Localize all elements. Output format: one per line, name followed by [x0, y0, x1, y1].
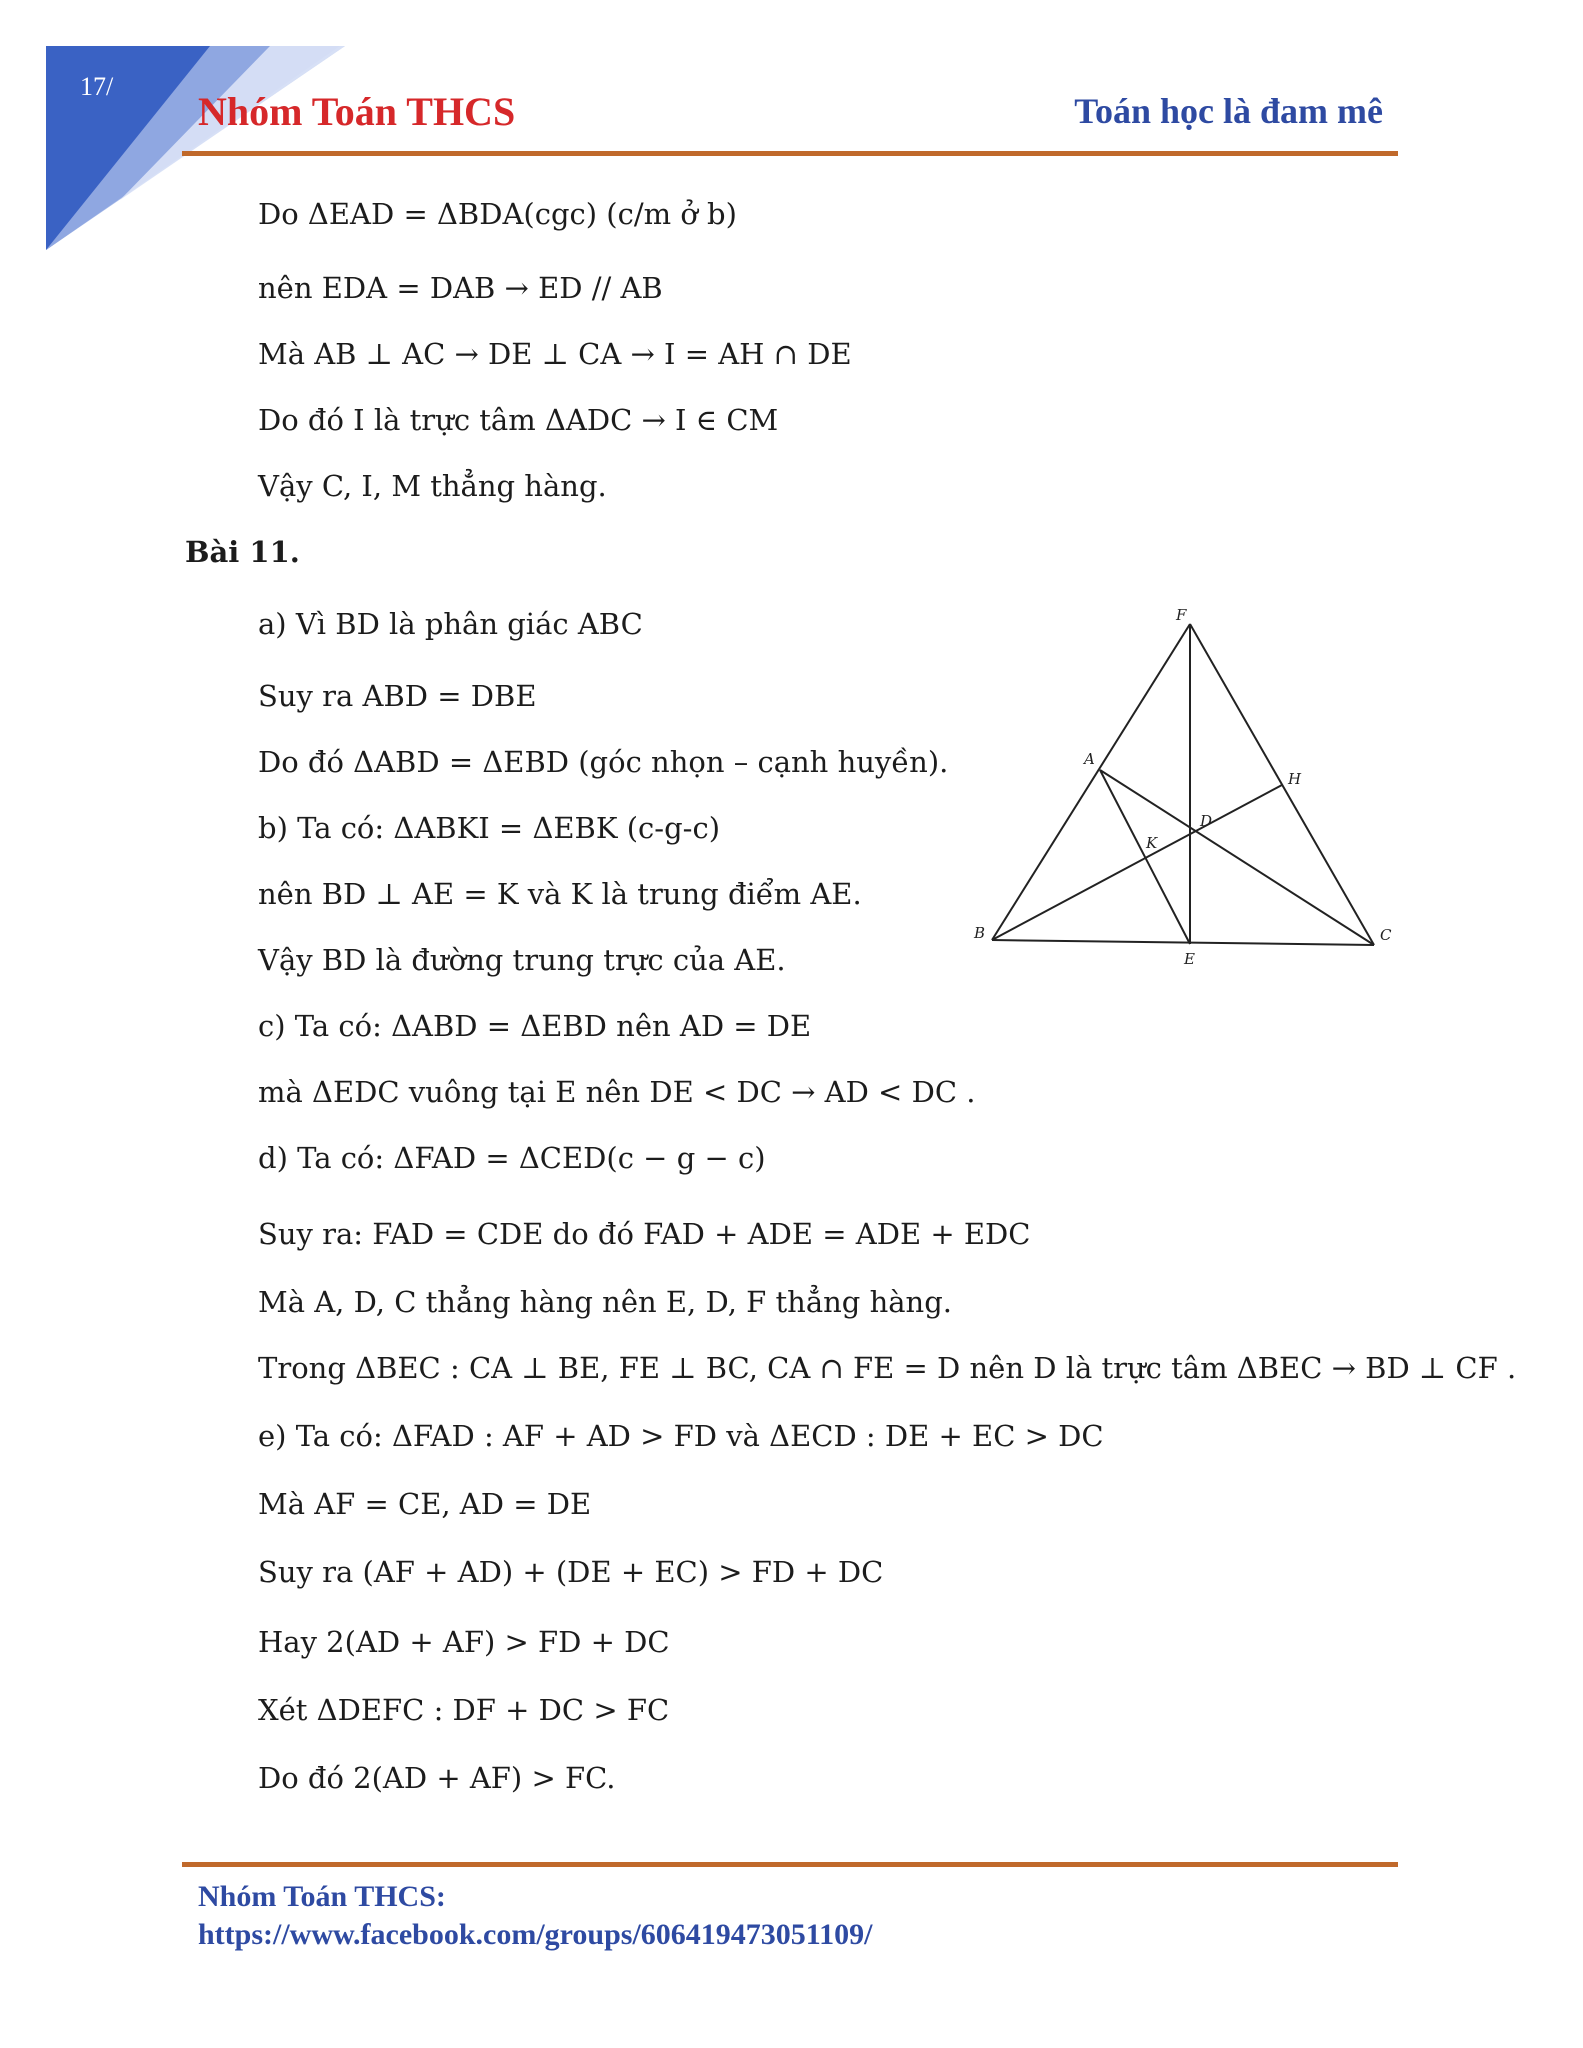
footer-rule [182, 1862, 1398, 1867]
text-line: Do ΔEAD = ΔBDA(cgc) (c/m ở b) [258, 197, 737, 231]
label-a: A [1084, 750, 1095, 768]
label-h: H [1288, 770, 1302, 788]
text-line: Vậy BD là đường trung trực của AE. [258, 943, 786, 977]
text-line: c) Ta có: ΔABD = ΔEBD nên AD = DE [258, 1009, 812, 1043]
text-line: Suy ra (AF + AD) + (DE + EC) > FD + DC [258, 1555, 884, 1589]
exercise-heading: Bài 11. [185, 535, 300, 569]
footer-group-link[interactable]: https://www.facebook.com/groups/606419473051109/ [198, 1918, 873, 1951]
segment-bh [992, 785, 1282, 940]
text-line: Trong ΔBEC : CA ⊥ BE, FE ⊥ BC, CA ∩ FE = D nên D là trực tâm ΔBEC → BD ⊥ CF . [258, 1351, 1517, 1385]
label-e: E [1184, 950, 1195, 968]
label-k: K [1146, 834, 1158, 852]
text-line: b) Ta có: ΔABKI = ΔEBK (c-g-c) [258, 811, 721, 845]
label-b: B [974, 924, 986, 942]
segment-fb [992, 624, 1190, 940]
page-number: 17/ [80, 72, 114, 101]
text-line: nên BD ⊥ AE = K và K là trung điểm AE. [258, 877, 862, 911]
label-f: F [1176, 606, 1187, 624]
slogan: Toán học là đam mê [1074, 91, 1383, 131]
text-line: Do đó 2(AD + AF) > FC. [258, 1761, 616, 1795]
footer-group-name: Nhóm Toán THCS: [198, 1880, 446, 1913]
label-c: C [1380, 926, 1392, 944]
text-line: Mà AB ⊥ AC → DE ⊥ CA → I = AH ∩ DE [258, 337, 852, 371]
label-d: D [1200, 812, 1213, 830]
text-line: Hay 2(AD + AF) > FD + DC [258, 1625, 670, 1659]
text-line: Suy ra ABD = DBE [258, 679, 537, 713]
segment-fc [1190, 624, 1374, 945]
text-line: d) Ta có: ΔFAD = ΔCED(c − g − c) [258, 1141, 766, 1175]
text-line: Do đó I là trực tâm ΔADC → I ∈ CM [258, 403, 779, 437]
geometry-figure [960, 600, 1400, 980]
segment-bc [992, 940, 1374, 945]
segment-ac [1100, 770, 1374, 945]
text-line: Do đó ΔABD = ΔEBD (góc nhọn – cạnh huyền). [258, 745, 949, 779]
text-line: e) Ta có: ΔFAD : AF + AD > FD và ΔECD : DE + EC > DC [258, 1419, 1104, 1453]
segment-ae [1100, 770, 1190, 944]
text-line: Mà A, D, C thẳng hàng nên E, D, F thẳng hàng. [258, 1285, 952, 1319]
text-line: Xét ΔDEFC : DF + DC > FC [258, 1693, 670, 1727]
text-line: nên EDA = DAB → ED // AB [258, 271, 663, 305]
text-line: mà ΔEDC vuông tại E nên DE < DC → AD < DC . [258, 1075, 976, 1109]
text-line: Mà AF = CE, AD = DE [258, 1487, 592, 1521]
text-line: Suy ra: FAD = CDE do đó FAD + ADE = ADE + EDC [258, 1217, 1031, 1251]
text-line: a) Vì BD là phân giác ABC [258, 607, 643, 641]
brand-title: Nhóm Toán THCS [198, 89, 516, 134]
text-line: Vậy C, I, M thẳng hàng. [258, 469, 607, 503]
header-rule [182, 151, 1398, 156]
